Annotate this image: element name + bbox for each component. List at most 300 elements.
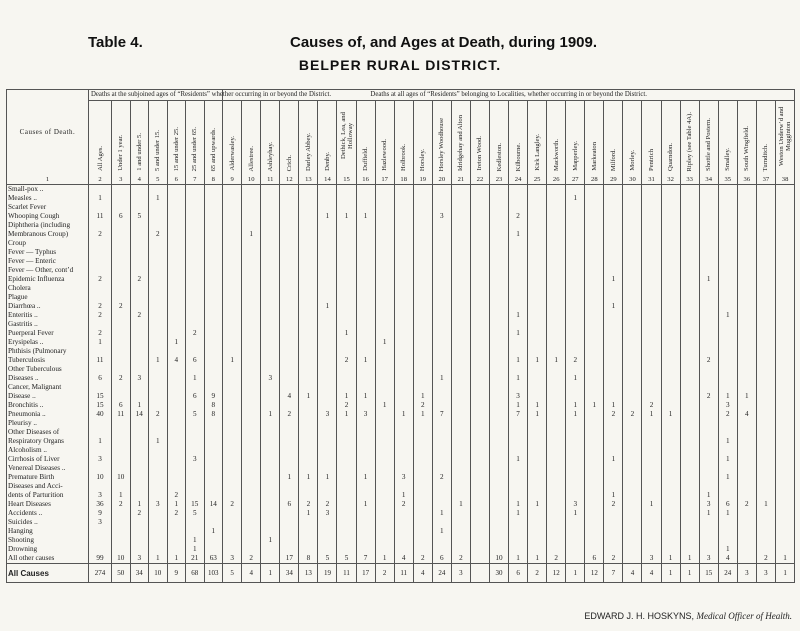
table-cell xyxy=(223,293,242,302)
table-cell xyxy=(356,455,375,464)
age-column-label: 65 and upwards. xyxy=(209,127,217,171)
table-cell xyxy=(451,446,470,455)
table-cell xyxy=(699,194,718,203)
table-cell xyxy=(432,455,451,464)
table-cell xyxy=(356,320,375,329)
table-cell xyxy=(509,365,528,374)
table-cell xyxy=(528,329,547,338)
table-cell xyxy=(130,356,149,365)
table-cell xyxy=(585,464,604,473)
locality-column-header xyxy=(318,101,337,175)
table-row xyxy=(7,284,795,293)
table-cell xyxy=(242,329,261,338)
table-cell xyxy=(223,239,242,248)
table-cell xyxy=(623,338,642,347)
locality-column-label: Ireton Wood. xyxy=(476,136,484,171)
table-cell xyxy=(470,455,489,464)
table-cell xyxy=(489,185,508,195)
table-cell xyxy=(699,221,718,230)
table-cell xyxy=(356,284,375,293)
column-number: 13 xyxy=(299,174,318,185)
table-cell xyxy=(337,239,356,248)
table-cell xyxy=(566,230,585,239)
table-cell xyxy=(718,329,737,338)
table-cell xyxy=(112,356,131,365)
table-cell xyxy=(204,284,223,293)
table-cell xyxy=(451,455,470,464)
table-cell xyxy=(775,365,794,374)
table-row xyxy=(7,266,795,275)
table-cell xyxy=(223,320,242,329)
table-cell xyxy=(204,194,223,203)
table-cell xyxy=(149,212,168,221)
table-cell xyxy=(432,464,451,473)
table-cell xyxy=(680,248,699,257)
table-cell xyxy=(280,347,299,356)
table-cell xyxy=(130,545,149,554)
table-cell xyxy=(451,293,470,302)
table-cell xyxy=(509,302,528,311)
table-cell xyxy=(167,365,186,374)
locality-column-label: Alderwasley. xyxy=(228,136,236,171)
cause-label: Cancer, Malignant xyxy=(7,383,89,392)
table-cell xyxy=(509,239,528,248)
table-cell: 1 xyxy=(699,491,718,500)
table-cell xyxy=(547,275,566,284)
table-cell xyxy=(718,275,737,284)
table-cell xyxy=(699,293,718,302)
table-cell: 1 xyxy=(356,212,375,221)
table-cell xyxy=(642,221,661,230)
table-cell xyxy=(130,239,149,248)
table-cell xyxy=(261,437,280,446)
table-cell xyxy=(566,365,585,374)
locality-column-header xyxy=(680,101,699,175)
table-cell xyxy=(223,383,242,392)
table-cell xyxy=(318,311,337,320)
cause-label: Puerperal Fever xyxy=(7,329,89,338)
table-cell: 4 xyxy=(242,564,261,583)
table-cell: 4 xyxy=(413,564,432,583)
table-cell xyxy=(337,374,356,383)
table-cell xyxy=(680,365,699,374)
table-cell xyxy=(356,230,375,239)
table-cell xyxy=(585,365,604,374)
table-cell xyxy=(737,428,756,437)
table-cell xyxy=(149,446,168,455)
table-cell xyxy=(204,266,223,275)
table-cell xyxy=(394,329,413,338)
table-cell xyxy=(149,338,168,347)
table-cell xyxy=(680,509,699,518)
locality-column-label: Dethick, Lea, and Holloway xyxy=(339,112,354,160)
table-cell xyxy=(451,248,470,257)
table-cell xyxy=(699,419,718,428)
table-cell xyxy=(547,491,566,500)
table-cell xyxy=(623,374,642,383)
table-cell xyxy=(318,491,337,500)
table-cell: 50 xyxy=(112,564,131,583)
table-cell xyxy=(470,392,489,401)
table-cell xyxy=(394,221,413,230)
table-cell xyxy=(661,293,680,302)
table-cell xyxy=(680,239,699,248)
table-cell xyxy=(509,221,528,230)
cause-label: Alcoholism .. xyxy=(7,446,89,455)
table-cell xyxy=(680,419,699,428)
table-cell xyxy=(585,410,604,419)
table-cell: 3 xyxy=(89,455,112,464)
locality-column-label: Denby. xyxy=(323,152,331,171)
table-cell xyxy=(604,545,623,554)
table-cell xyxy=(413,266,432,275)
table-cell xyxy=(223,545,242,554)
table-cell xyxy=(489,491,508,500)
table-cell: 1 xyxy=(451,500,470,509)
table-cell xyxy=(337,230,356,239)
table-cell: 2 xyxy=(451,554,470,564)
table-cell: 1 xyxy=(718,545,737,554)
table-cell xyxy=(432,320,451,329)
table-cell xyxy=(547,194,566,203)
table-cell xyxy=(112,194,131,203)
table-cell xyxy=(775,473,794,482)
table-cell xyxy=(130,329,149,338)
table-cell: 4 xyxy=(167,356,186,365)
table-cell xyxy=(186,401,205,410)
table-row xyxy=(7,401,795,410)
table-cell xyxy=(167,428,186,437)
table-cell xyxy=(261,329,280,338)
table-cell xyxy=(130,383,149,392)
table-cell: 1 xyxy=(167,338,186,347)
table-cell xyxy=(280,284,299,293)
table-cell xyxy=(642,230,661,239)
table-cell xyxy=(528,185,547,195)
table-row xyxy=(7,356,795,365)
table-cell xyxy=(318,266,337,275)
table-cell xyxy=(375,185,394,195)
table-cell xyxy=(775,347,794,356)
table-cell: 1 xyxy=(699,509,718,518)
table-cell xyxy=(394,239,413,248)
table-cell xyxy=(547,221,566,230)
table-cell xyxy=(204,473,223,482)
table-cell xyxy=(547,257,566,266)
column-number: 3 xyxy=(112,174,131,185)
table-cell xyxy=(585,482,604,491)
table-cell xyxy=(699,545,718,554)
table-cell xyxy=(413,419,432,428)
table-cell xyxy=(623,230,642,239)
table-cell xyxy=(470,329,489,338)
table-cell xyxy=(680,194,699,203)
table-cell xyxy=(451,338,470,347)
table-cell xyxy=(470,500,489,509)
table-row xyxy=(7,311,795,320)
table-cell: 1 xyxy=(149,554,168,564)
table-cell xyxy=(337,473,356,482)
table-cell: 1 xyxy=(299,473,318,482)
table-cell xyxy=(642,284,661,293)
table-cell: 2 xyxy=(149,410,168,419)
table-cell xyxy=(112,257,131,266)
table-cell xyxy=(528,302,547,311)
table-cell xyxy=(680,401,699,410)
table-cell: 1 xyxy=(261,410,280,419)
table-cell: 1 xyxy=(509,329,528,338)
table-cell xyxy=(413,527,432,536)
table-cell xyxy=(528,338,547,347)
table-cell xyxy=(451,419,470,428)
table-cell xyxy=(167,293,186,302)
table-cell xyxy=(623,320,642,329)
table-cell xyxy=(112,455,131,464)
locality-column-label: Horsley. xyxy=(419,148,427,171)
table-cell xyxy=(699,437,718,446)
locality-column-header xyxy=(585,101,604,175)
table-cell xyxy=(661,374,680,383)
locality-column-label: Ripley (see Table 4A). xyxy=(686,111,694,171)
table-cell xyxy=(261,527,280,536)
table-cell: 1 xyxy=(356,473,375,482)
table-cell xyxy=(261,392,280,401)
table-cell xyxy=(547,266,566,275)
table-cell xyxy=(699,311,718,320)
table-cell xyxy=(623,419,642,428)
table-cell: 1 xyxy=(566,564,585,583)
table-cell xyxy=(489,392,508,401)
table-cell xyxy=(585,536,604,545)
table-cell xyxy=(186,518,205,527)
table-cell xyxy=(566,185,585,195)
table-cell xyxy=(299,401,318,410)
table-cell xyxy=(509,419,528,428)
table-cell xyxy=(242,410,261,419)
table-cell xyxy=(661,203,680,212)
table-cell xyxy=(223,275,242,284)
table-cell xyxy=(642,428,661,437)
cause-label: Other Diseases of xyxy=(7,428,89,437)
table-cell: 1 xyxy=(432,527,451,536)
table-cell xyxy=(89,221,112,230)
table-cell xyxy=(528,347,547,356)
table-cell xyxy=(756,491,775,500)
table-cell xyxy=(149,473,168,482)
table-cell: 2 xyxy=(756,554,775,564)
table-cell xyxy=(356,338,375,347)
cause-label: All other causes xyxy=(7,554,89,564)
table-cell: 6 xyxy=(509,564,528,583)
table-cell xyxy=(642,509,661,518)
table-cell xyxy=(699,446,718,455)
table-cell xyxy=(413,428,432,437)
table-cell xyxy=(661,284,680,293)
table-cell: 3 xyxy=(318,509,337,518)
table-cell xyxy=(451,239,470,248)
table-cell xyxy=(167,410,186,419)
table-cell: 6 xyxy=(432,554,451,564)
table-cell xyxy=(680,518,699,527)
table-cell xyxy=(604,185,623,195)
table-number: Table 4. xyxy=(88,34,143,51)
table-cell xyxy=(261,320,280,329)
table-cell xyxy=(167,437,186,446)
table-cell: 2 xyxy=(509,212,528,221)
table-row xyxy=(7,248,795,257)
table-cell xyxy=(204,374,223,383)
table-cell xyxy=(432,500,451,509)
table-cell: 11 xyxy=(337,564,356,583)
table-cell xyxy=(680,302,699,311)
table-cell xyxy=(623,437,642,446)
table-cell xyxy=(394,257,413,266)
table-cell xyxy=(413,482,432,491)
table-cell xyxy=(470,428,489,437)
cause-label: Erysipelas .. xyxy=(7,338,89,347)
table-cell xyxy=(604,266,623,275)
locality-group-header: Deaths at all ages of “Residents” belonging to Localities, whether occurring in or beyond the District. xyxy=(223,90,795,101)
locality-column-header xyxy=(489,101,508,175)
table-cell xyxy=(242,194,261,203)
table-cell xyxy=(432,311,451,320)
table-cell xyxy=(186,383,205,392)
table-cell xyxy=(680,527,699,536)
table-cell xyxy=(242,203,261,212)
table-cell xyxy=(280,383,299,392)
table-cell xyxy=(547,482,566,491)
table-cell xyxy=(204,302,223,311)
table-cell xyxy=(642,293,661,302)
table-cell xyxy=(356,293,375,302)
table-cell xyxy=(112,266,131,275)
table-cell xyxy=(451,311,470,320)
table-cell xyxy=(775,410,794,419)
table-cell xyxy=(642,392,661,401)
table-cell xyxy=(604,473,623,482)
table-cell xyxy=(756,266,775,275)
table-cell xyxy=(604,338,623,347)
table-cell xyxy=(89,527,112,536)
table-row xyxy=(7,410,795,419)
table-cell xyxy=(699,320,718,329)
table-cell xyxy=(337,257,356,266)
table-cell xyxy=(186,221,205,230)
age-column-header xyxy=(89,101,112,175)
table-cell xyxy=(623,509,642,518)
table-cell xyxy=(186,464,205,473)
table-cell: 1 xyxy=(375,554,394,564)
table-cell xyxy=(280,374,299,383)
table-cell xyxy=(547,320,566,329)
table-cell xyxy=(280,248,299,257)
table-cell xyxy=(413,383,432,392)
table-cell xyxy=(432,266,451,275)
table-cell xyxy=(737,383,756,392)
table-cell xyxy=(470,491,489,500)
locality-column-header xyxy=(413,101,432,175)
table-cell xyxy=(130,221,149,230)
table-cell xyxy=(451,545,470,554)
table-cell xyxy=(604,320,623,329)
table-cell xyxy=(737,455,756,464)
table-cell xyxy=(585,419,604,428)
table-cell xyxy=(432,491,451,500)
table-cell: 1 xyxy=(337,329,356,338)
table-cell xyxy=(394,293,413,302)
table-cell: 1 xyxy=(149,356,168,365)
table-cell xyxy=(375,482,394,491)
table-cell xyxy=(242,356,261,365)
table-cell xyxy=(509,284,528,293)
table-cell xyxy=(394,356,413,365)
table-cell xyxy=(585,329,604,338)
table-cell xyxy=(470,275,489,284)
table-cell xyxy=(642,491,661,500)
table-cell xyxy=(737,266,756,275)
table-row xyxy=(7,464,795,473)
table-cell xyxy=(509,527,528,536)
table-cell xyxy=(509,248,528,257)
column-number: 37 xyxy=(756,174,775,185)
locality-column-label: Weston Underw’d and Mugginton xyxy=(778,106,793,166)
table-cell xyxy=(130,392,149,401)
table-cell xyxy=(585,509,604,518)
table-cell xyxy=(528,266,547,275)
table-cell: 4 xyxy=(280,392,299,401)
table-cell: 1 xyxy=(680,564,699,583)
table-cell xyxy=(642,338,661,347)
table-cell xyxy=(280,320,299,329)
table-cell xyxy=(489,257,508,266)
table-cell: 1 xyxy=(394,410,413,419)
table-cell: 1 xyxy=(280,473,299,482)
table-cell: 7 xyxy=(604,564,623,583)
table-cell xyxy=(623,482,642,491)
table-cell xyxy=(242,239,261,248)
cause-label: Whooping Cough xyxy=(7,212,89,221)
column-number: 2 xyxy=(89,174,112,185)
table-cell xyxy=(167,419,186,428)
table-cell xyxy=(261,284,280,293)
cause-label: Diseases .. xyxy=(7,374,89,383)
table-cell xyxy=(130,347,149,356)
table-cell xyxy=(623,464,642,473)
locality-column-label: Mapperley. xyxy=(571,141,579,171)
table-cell xyxy=(509,545,528,554)
cause-label: Enteritis .. xyxy=(7,311,89,320)
cause-label: dents of Parturition xyxy=(7,491,89,500)
table-cell xyxy=(318,320,337,329)
table-cell xyxy=(204,437,223,446)
table-cell xyxy=(623,401,642,410)
table-cell xyxy=(432,365,451,374)
table-cell xyxy=(204,482,223,491)
table-cell xyxy=(337,275,356,284)
table-cell xyxy=(242,428,261,437)
table-cell xyxy=(661,437,680,446)
table-cell: 2 xyxy=(89,275,112,284)
table-cell xyxy=(356,464,375,473)
column-number: 35 xyxy=(718,174,737,185)
table-cell xyxy=(356,302,375,311)
table-cell: 2 xyxy=(89,329,112,338)
table-cell xyxy=(204,221,223,230)
table-cell xyxy=(413,518,432,527)
table-cell xyxy=(547,437,566,446)
table-cell xyxy=(547,473,566,482)
table-cell: 2 xyxy=(413,554,432,564)
